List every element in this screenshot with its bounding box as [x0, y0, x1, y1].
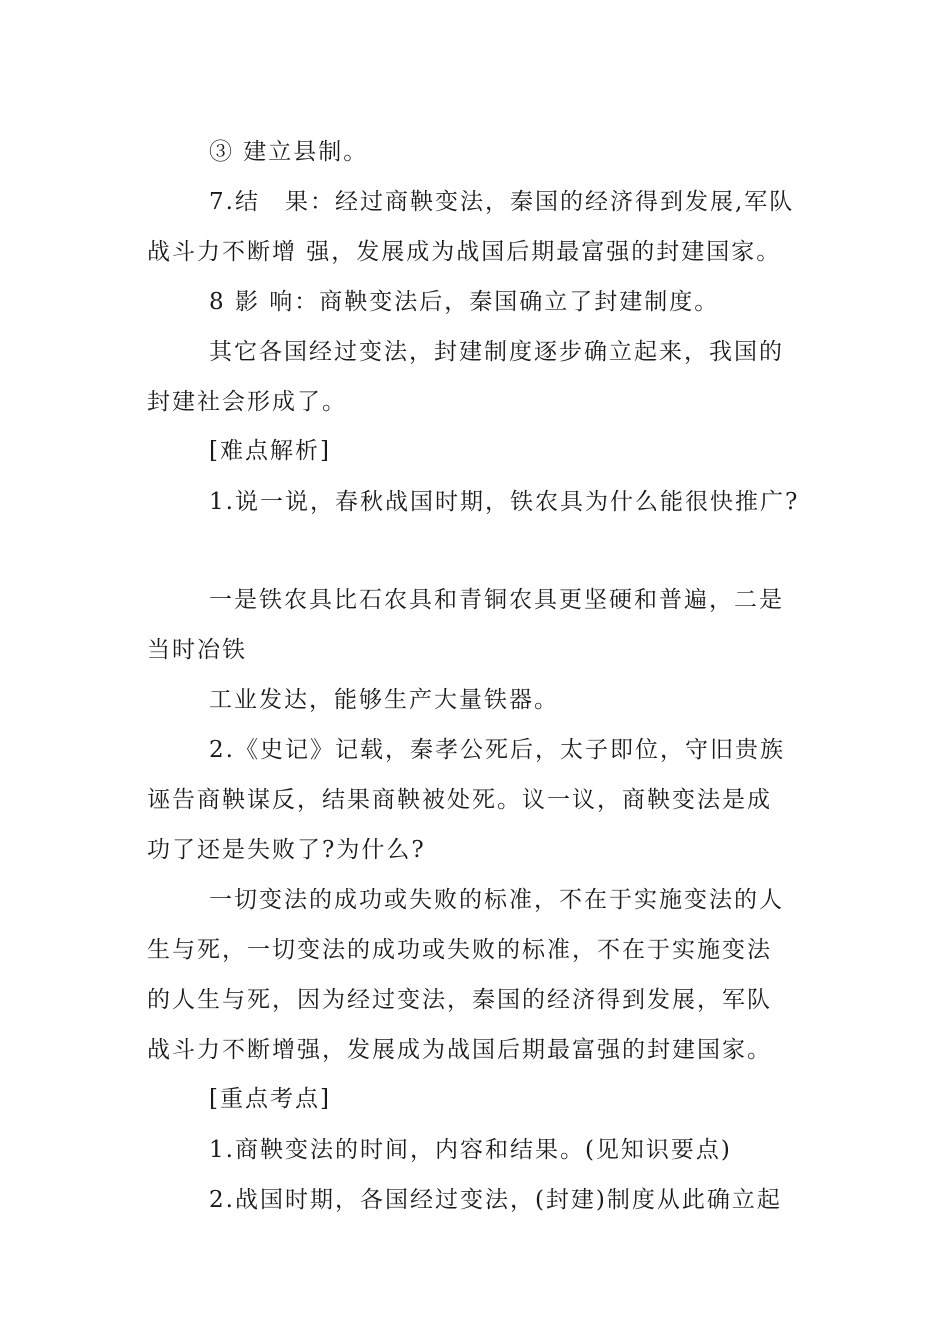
question-text: 诬告商鞅谋反，结果商鞅被处死。议一议，商鞅变法是成: [147, 787, 772, 813]
answer-text: 一切变法的成功或失败的标准，不在于实施变法的人: [209, 887, 784, 913]
text-line: 1.商鞅变法的时间，内容和结果。(见知识要点): [209, 1137, 732, 1163]
text-line: 封建社会形成了。: [147, 389, 347, 415]
text-line: 7.结 果：经过商鞅变法，秦国的经济得到发展,军队: [209, 189, 795, 215]
answer-text: 战斗力不断增强，发展成为战国后期最富强的封建国家。: [147, 1037, 772, 1063]
answer-text: 工业发达，能够生产大量铁器。: [209, 687, 559, 713]
text-line: 2.战国时期，各国经过变法，(封建)制度从此确立起: [209, 1187, 782, 1213]
section-heading: [重点考点]: [209, 1086, 331, 1112]
answer-text: 一是铁农具比石农具和青铜农具更坚硬和普遍，二是: [209, 587, 784, 613]
text-line: 8 影 响：商鞅变法后，秦国确立了封建制度。: [209, 289, 720, 315]
text-line: 其它各国经过变法，封建制度逐步确立起来，我国的: [209, 339, 784, 365]
answer-text: 当时冶铁: [147, 637, 247, 663]
question-text: 功了还是失败了?为什么?: [147, 837, 426, 863]
text-line: ③ 建立县制。: [209, 139, 369, 165]
section-heading: [难点解析]: [209, 438, 331, 464]
answer-text: 生与死，一切变法的成功或失败的标准，不在于实施变法: [147, 937, 772, 963]
question-text: 1.说一说，春秋战国时期，铁农具为什么能很快推广?: [209, 489, 800, 515]
answer-text: 的人生与死，因为经过变法，秦国的经济得到发展，军队: [147, 987, 772, 1013]
text-line: 战斗力不断增 强，发展成为战国后期最富强的封建国家。: [147, 239, 782, 265]
question-text: 2.《史记》记载，秦孝公死后，太子即位，守旧贵族: [209, 737, 785, 763]
